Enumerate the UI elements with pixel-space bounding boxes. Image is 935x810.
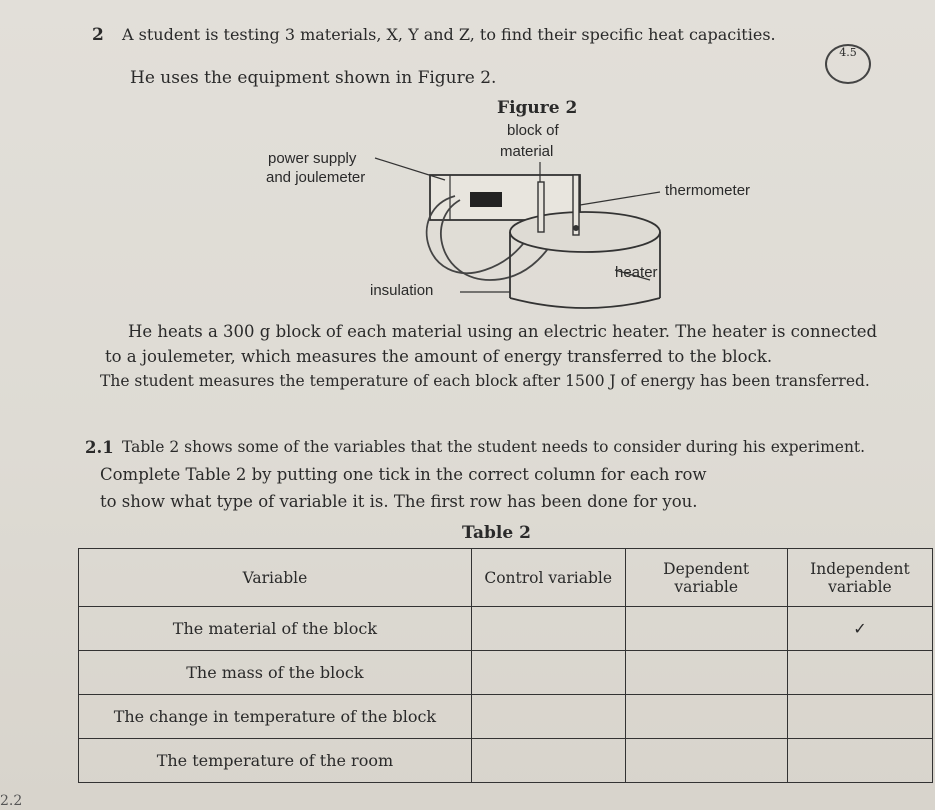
marks-badge: 4.5 xyxy=(825,44,871,84)
table-row xyxy=(79,739,933,783)
joulemeter-display xyxy=(470,192,502,207)
label-joulemeter: and joulemeter xyxy=(266,169,366,186)
question-number: 2 xyxy=(92,25,104,45)
subquestion-line-3: to show what type of variable it is. The first row has been done for you. xyxy=(100,492,698,511)
control-cell[interactable] xyxy=(471,651,625,695)
next-question-fragment: 2.2 xyxy=(0,793,23,809)
paragraph-line-3: The student measures the temperature of each block after 1500 J of energy has been transferred. xyxy=(100,372,870,390)
dependent-cell[interactable] xyxy=(625,607,787,651)
dependent-cell[interactable] xyxy=(625,651,787,695)
label-heater: heater xyxy=(615,264,658,281)
table-row xyxy=(79,695,933,739)
independent-cell[interactable] xyxy=(787,695,932,739)
table-title: Table 2 xyxy=(462,523,531,543)
independent-cell[interactable]: ✓ xyxy=(787,607,932,651)
table-row xyxy=(79,651,933,695)
independent-cell[interactable] xyxy=(787,739,932,783)
row-variable: The mass of the block xyxy=(79,651,472,695)
label-insulation: insulation xyxy=(370,282,434,299)
heater xyxy=(538,182,544,232)
label-material: material xyxy=(500,143,554,160)
subquestion-number: 2.1 xyxy=(85,438,114,457)
row-variable: The temperature of the room xyxy=(79,739,472,783)
block-top xyxy=(510,212,660,252)
variables-table xyxy=(78,548,933,783)
header-dependent: Dependent variable xyxy=(625,549,787,607)
subquestion-line-2: Complete Table 2 by putting one tick in the correct column for each row xyxy=(100,465,707,484)
figure-title: Figure 2 xyxy=(497,98,578,118)
header-independent: Independent variable xyxy=(787,549,932,607)
table-header-row xyxy=(79,549,933,607)
label-thermometer: thermometer xyxy=(665,182,751,199)
subquestion-line-1: Table 2 shows some of the variables that the student needs to consider during his experiment. xyxy=(122,438,866,456)
equipment-sentence: He uses the equipment shown in Figure 2. xyxy=(130,68,497,88)
header-control: Control variable xyxy=(471,549,625,607)
dependent-cell[interactable] xyxy=(625,695,787,739)
paragraph-line-1: He heats a 300 g block of each material using an electric heater. The heater is connected xyxy=(128,322,878,341)
label-block: block of xyxy=(507,122,559,139)
header-variable: Variable xyxy=(79,549,472,607)
row-variable: The material of the block xyxy=(79,607,472,651)
row-variable: The change in temperature of the block xyxy=(79,695,472,739)
dependent-cell[interactable] xyxy=(625,739,787,783)
label-power-supply: power supply xyxy=(268,150,357,167)
paragraph-line-2: to a joulemeter, which measures the amount of energy transferred to the block. xyxy=(105,347,773,366)
control-cell[interactable] xyxy=(471,739,625,783)
independent-cell[interactable] xyxy=(787,651,932,695)
question-intro: A student is testing 3 materials, X, Y and Z, to find their specific heat capacities. xyxy=(122,25,776,44)
control-cell[interactable] xyxy=(471,695,625,739)
control-cell[interactable] xyxy=(471,607,625,651)
table-row xyxy=(79,607,933,651)
